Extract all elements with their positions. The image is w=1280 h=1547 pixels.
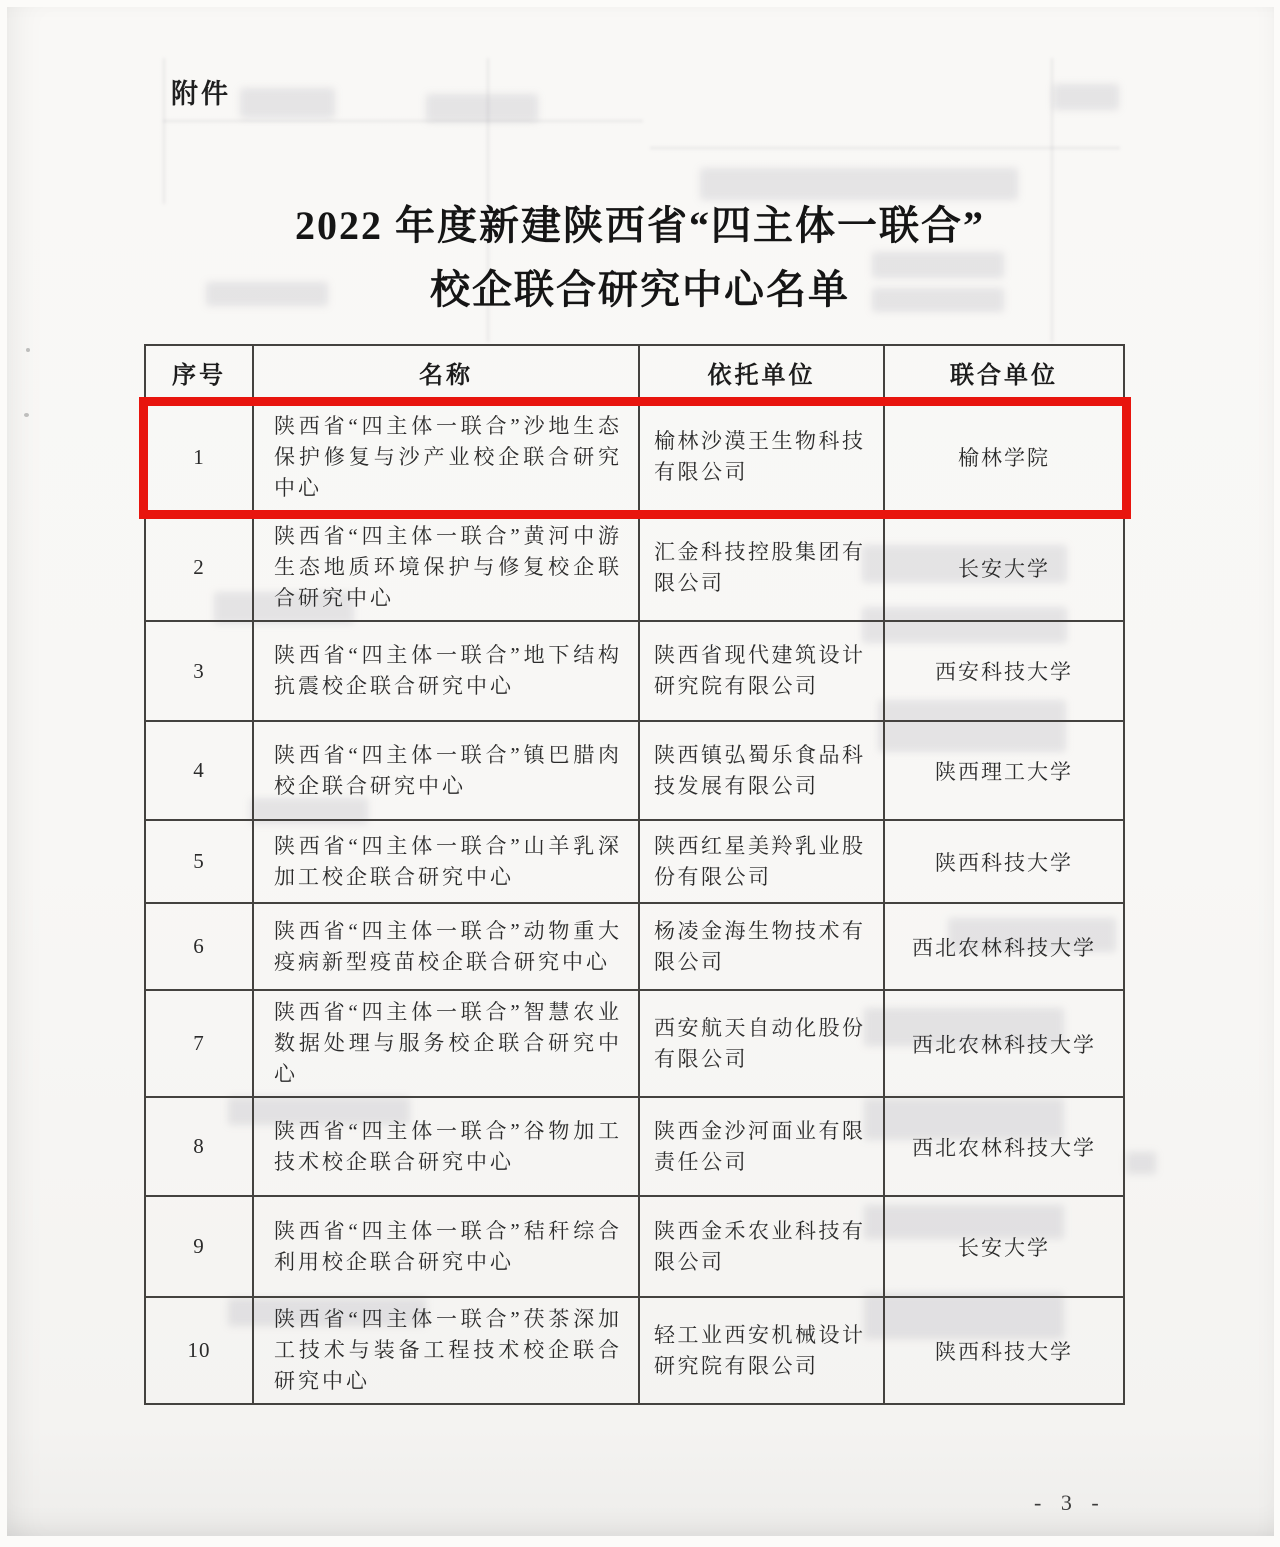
center-name: 陕西省“四主体一联合”黄河中游生态地质环境保护与修复校企联合研究中心 <box>253 514 639 621</box>
joint-unit: 西安科技大学 <box>884 621 1124 721</box>
supporting-unit: 陕西省现代建筑设计研究院有限公司 <box>639 621 884 721</box>
bleedthrough-smudge <box>240 88 335 118</box>
table-row <box>145 621 1124 721</box>
center-name: 陕西省“四主体一联合”山羊乳深加工校企联合研究中心 <box>253 820 639 903</box>
bleedthrough-line <box>650 147 1120 149</box>
supporting-unit: 榆林沙漠王生物科技有限公司 <box>639 400 884 514</box>
center-name: 陕西省“四主体一联合”智慧农业数据处理与服务校企联合研究中心 <box>253 990 639 1097</box>
header-name: 名称 <box>253 345 639 400</box>
joint-unit: 榆林学院 <box>884 400 1124 514</box>
row-number: 3 <box>145 621 253 721</box>
center-name: 陕西省“四主体一联合”谷物加工技术校企联合研究中心 <box>253 1097 639 1196</box>
table-row <box>145 1097 1124 1196</box>
page-speck <box>26 348 30 352</box>
joint-unit: 长安大学 <box>884 1196 1124 1297</box>
row-number: 7 <box>145 990 253 1097</box>
center-name: 陕西省“四主体一联合”动物重大疫病新型疫苗校企联合研究中心 <box>253 903 639 990</box>
attachment-label: 附件 <box>171 79 231 109</box>
supporting-unit: 陕西红星美羚乳业股份有限公司 <box>639 820 884 903</box>
table-row <box>145 1196 1124 1297</box>
document-title <box>30 194 1250 322</box>
bleedthrough-smudge <box>1053 84 1119 110</box>
joint-unit: 西北农林科技大学 <box>884 990 1124 1097</box>
table-row <box>145 903 1124 990</box>
table-body <box>145 400 1124 1404</box>
table-row <box>145 820 1124 903</box>
joint-unit: 西北农林科技大学 <box>884 903 1124 990</box>
table-row <box>145 514 1124 621</box>
joint-unit: 陕西科技大学 <box>884 820 1124 903</box>
center-name: 陕西省“四主体一联合”沙地生态保护修复与沙产业校企联合研究中心 <box>253 400 639 514</box>
row-number: 2 <box>145 514 253 621</box>
header-joint-unit: 联合单位 <box>884 345 1124 400</box>
joint-unit: 西北农林科技大学 <box>884 1097 1124 1196</box>
joint-unit: 陕西理工大学 <box>884 721 1124 820</box>
header-supporting-unit: 依托单位 <box>639 345 884 400</box>
supporting-unit: 陕西金禾农业科技有限公司 <box>639 1196 884 1297</box>
joint-unit: 长安大学 <box>884 514 1124 621</box>
center-name: 陕西省“四主体一联合”茯茶深加工技术与装备工程技术校企联合研究中心 <box>253 1297 639 1404</box>
row-number: 8 <box>145 1097 253 1196</box>
page-number: - 3 - <box>1034 1490 1106 1515</box>
bleedthrough-smudge <box>426 94 538 122</box>
row-number: 9 <box>145 1196 253 1297</box>
bleedthrough-smudge <box>1126 1152 1156 1174</box>
bleedthrough-line <box>163 58 165 204</box>
bleedthrough-line <box>163 120 643 122</box>
table-row <box>145 1297 1124 1404</box>
row-number: 1 <box>145 400 253 514</box>
title-line-2: 校企联合研究中心名单 <box>430 267 850 312</box>
table-row-highlighted <box>145 400 1124 514</box>
joint-unit: 陕西科技大学 <box>884 1297 1124 1404</box>
supporting-unit: 汇金科技控股集团有限公司 <box>639 514 884 621</box>
row-number: 6 <box>145 903 253 990</box>
table-header-row <box>145 345 1124 400</box>
row-number: 10 <box>145 1297 253 1404</box>
table-row <box>145 990 1124 1097</box>
center-name: 陕西省“四主体一联合”地下结构抗震校企联合研究中心 <box>253 621 639 721</box>
centers-table <box>144 344 1125 1405</box>
header-no: 序号 <box>145 345 253 400</box>
supporting-unit: 陕西镇弘蜀乐食品科技发展有限公司 <box>639 721 884 820</box>
supporting-unit: 杨凌金海生物技术有限公司 <box>639 903 884 990</box>
row-number: 5 <box>145 820 253 903</box>
supporting-unit: 轻工业西安机械设计研究院有限公司 <box>639 1297 884 1404</box>
center-name: 陕西省“四主体一联合”秸秆综合利用校企联合研究中心 <box>253 1196 639 1297</box>
page-speck <box>24 413 29 417</box>
supporting-unit: 西安航天自动化股份有限公司 <box>639 990 884 1097</box>
title-line-1: 2022 年度新建陕西省“四主体一联合” <box>295 203 985 248</box>
row-number: 4 <box>145 721 253 820</box>
center-name: 陕西省“四主体一联合”镇巴腊肉校企联合研究中心 <box>253 721 639 820</box>
supporting-unit: 陕西金沙河面业有限责任公司 <box>639 1097 884 1196</box>
table-row <box>145 721 1124 820</box>
